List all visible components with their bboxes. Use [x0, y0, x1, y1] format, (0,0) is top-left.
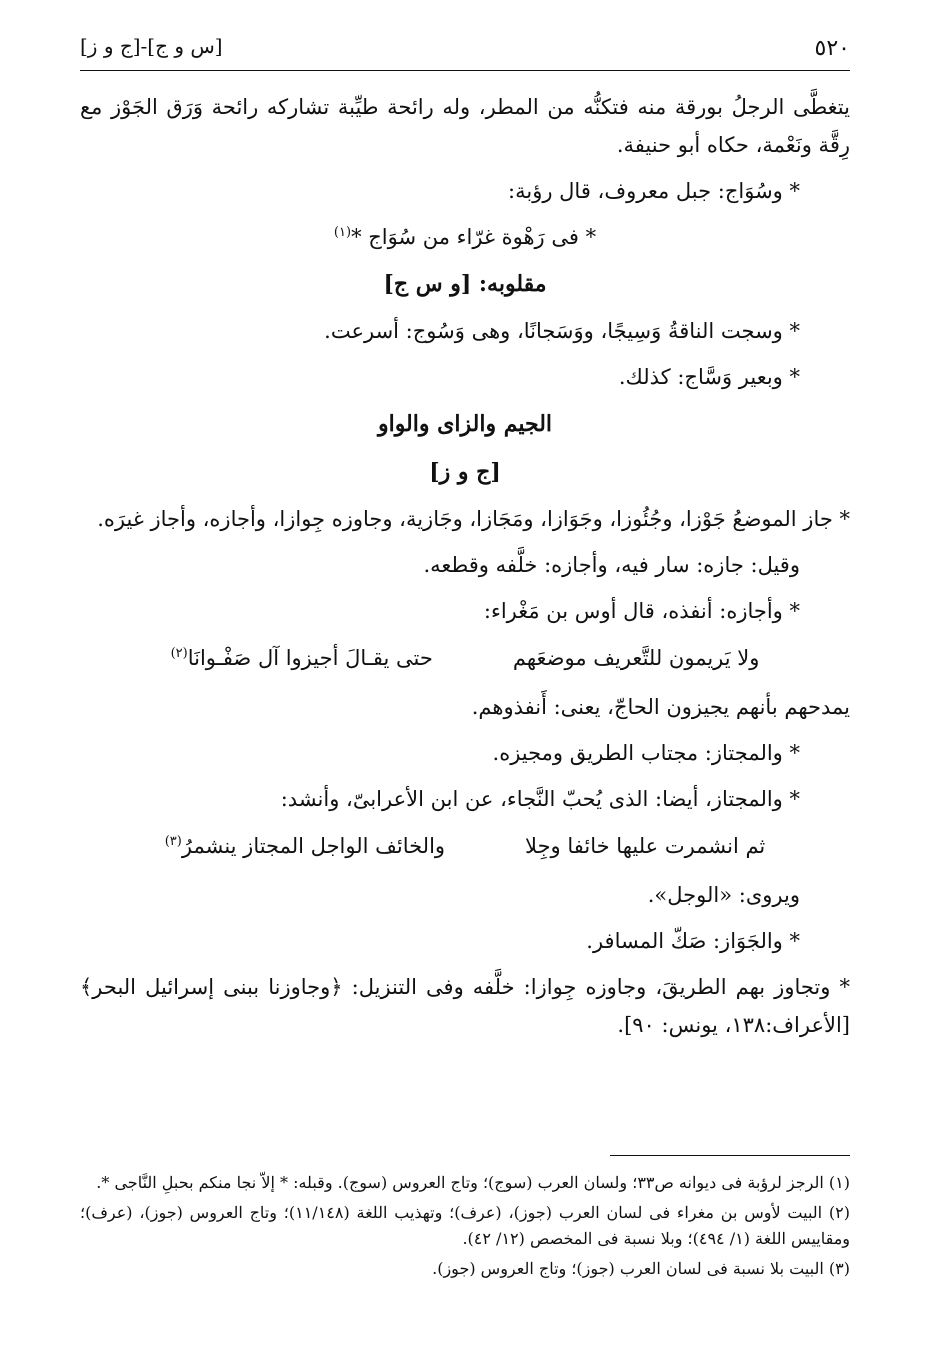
- footnote-1: (١) الرجز لرؤبة فى ديوانه ص٣٣؛ ولسان العرب (سوج)؛ وتاج العروس (سوج). وقبله: * إلاّ نجا منكم بحبلِ النَّاجى *.: [96, 1173, 850, 1192]
- footnote-ref-1: (١): [333, 225, 352, 240]
- verse-2-second-text: حتى يقـالَ أجيزوا آل صَفْـوانَا: [187, 646, 433, 670]
- paragraph-3: * وسجت الناقةُ وَسِيجًا، ووَسَجانًا، وهى وَسُوج: أسرعت.: [324, 319, 800, 343]
- heading-maqlubuh: مقلوبه: [و س ج]: [383, 271, 547, 297]
- paragraph-2: * وسُوَاج: جبل معروف، قال رؤبة:: [508, 179, 800, 203]
- verse-2-second-hemistich: [171, 638, 433, 678]
- paragraph-6: وقيل: جازه: سار فيه، وأجازه: خلَّفه وقطعه.: [423, 553, 800, 577]
- verse-1: [80, 218, 850, 256]
- page-header: [80, 30, 850, 71]
- footnote-ref-3: (٣): [164, 834, 182, 849]
- footnote-ref-2: (٢): [170, 646, 188, 661]
- heading-root: [ج و ز]: [429, 459, 501, 485]
- verse-3: [80, 826, 850, 866]
- verse-3-first-hemistich: ثم انشمرت عليها خائفا وجِلا: [525, 834, 766, 858]
- heading-section: الجيم والزاى والواو: [377, 411, 553, 437]
- paragraph-1: يتغطَّى الرجلُ بورقة منه فتكنُّه من المطر، وله رائحة طيِّبة تشاركه رائحة وَرَق الجَوْز مع رِقَّة ونَعْمة، حكاه أبو حنيفة.: [80, 95, 850, 157]
- footnote-divider: [610, 1155, 850, 1156]
- paragraph-9: * والمجتاز: مجتاب الطريق ومجيزه.: [492, 741, 800, 765]
- paragraph-8: يمدحهم بأنهم يجيزون الحاجّ، يعنى: أَنفذوهم.: [471, 695, 850, 719]
- document-page: [80, 30, 850, 1330]
- verse-2-first-hemistich: ولا يَريمون للتَّعريف موضعَهم: [512, 646, 760, 670]
- running-title: [س و ج]-[ج و ز]: [80, 34, 223, 58]
- verse-1-text: * فى رَهْوة غرّاء من سُوَاج *: [351, 225, 597, 249]
- page-number: ٥٢٠: [814, 36, 850, 61]
- paragraph-13: * وتجاوز بهم الطريقَ، وجاوزه جِوازا: خلَّفه وفى التنزيل: ﴿وجاوزنا ببنى إسرائيل البحر﴾ [الأعراف:١٣٨، يونس: ٩٠].: [80, 975, 850, 1037]
- paragraph-10: * والمجتاز، أيضا: الذى يُحبّ النَّجاء، عن ابن الأعرابىّ، وأنشد:: [280, 787, 800, 811]
- main-text: [80, 88, 850, 1052]
- verse-2: [80, 638, 850, 678]
- verse-3-second-hemistich: [165, 826, 445, 866]
- verse-3-second-text: والخائف الواجل المجتاز ينشمرُ: [181, 834, 446, 858]
- paragraph-7: * وأجازه: أنفذه، قال أوس بن مَغْراء:: [483, 599, 800, 623]
- footnote-3: (٣) البيت بلا نسبة فى لسان العرب (جوز)؛ وتاج العروس (جوز).: [432, 1259, 850, 1278]
- paragraph-12: * والجَوَاز: صَكّ المسافر.: [586, 929, 800, 953]
- footnotes: [80, 1170, 850, 1286]
- paragraph-5: * جاز الموضعُ جَوْزا، وجُئُوزا، وجَوَازا، ومَجَازا، وجَازية، وجاوزه جِوازا، وأجازه، وأجاز غيرَه.: [97, 507, 850, 531]
- paragraph-11: ويروى: «الوجل».: [647, 883, 800, 907]
- paragraph-4: * وبعير وَسَّاج: كذلك.: [618, 365, 800, 389]
- footnote-2: (٢) البيت لأوس بن مغراء فى لسان العرب (جوز)، (عرف)؛ وتهذيب اللغة (١١/١٤٨)؛ وتاج العروس (جوز)، (عرف)؛ ومقاييس اللغة (١/ ٤٩٤)؛ وبلا نسبة فى المخصص (١٢/ ٤٢).: [80, 1203, 850, 1248]
